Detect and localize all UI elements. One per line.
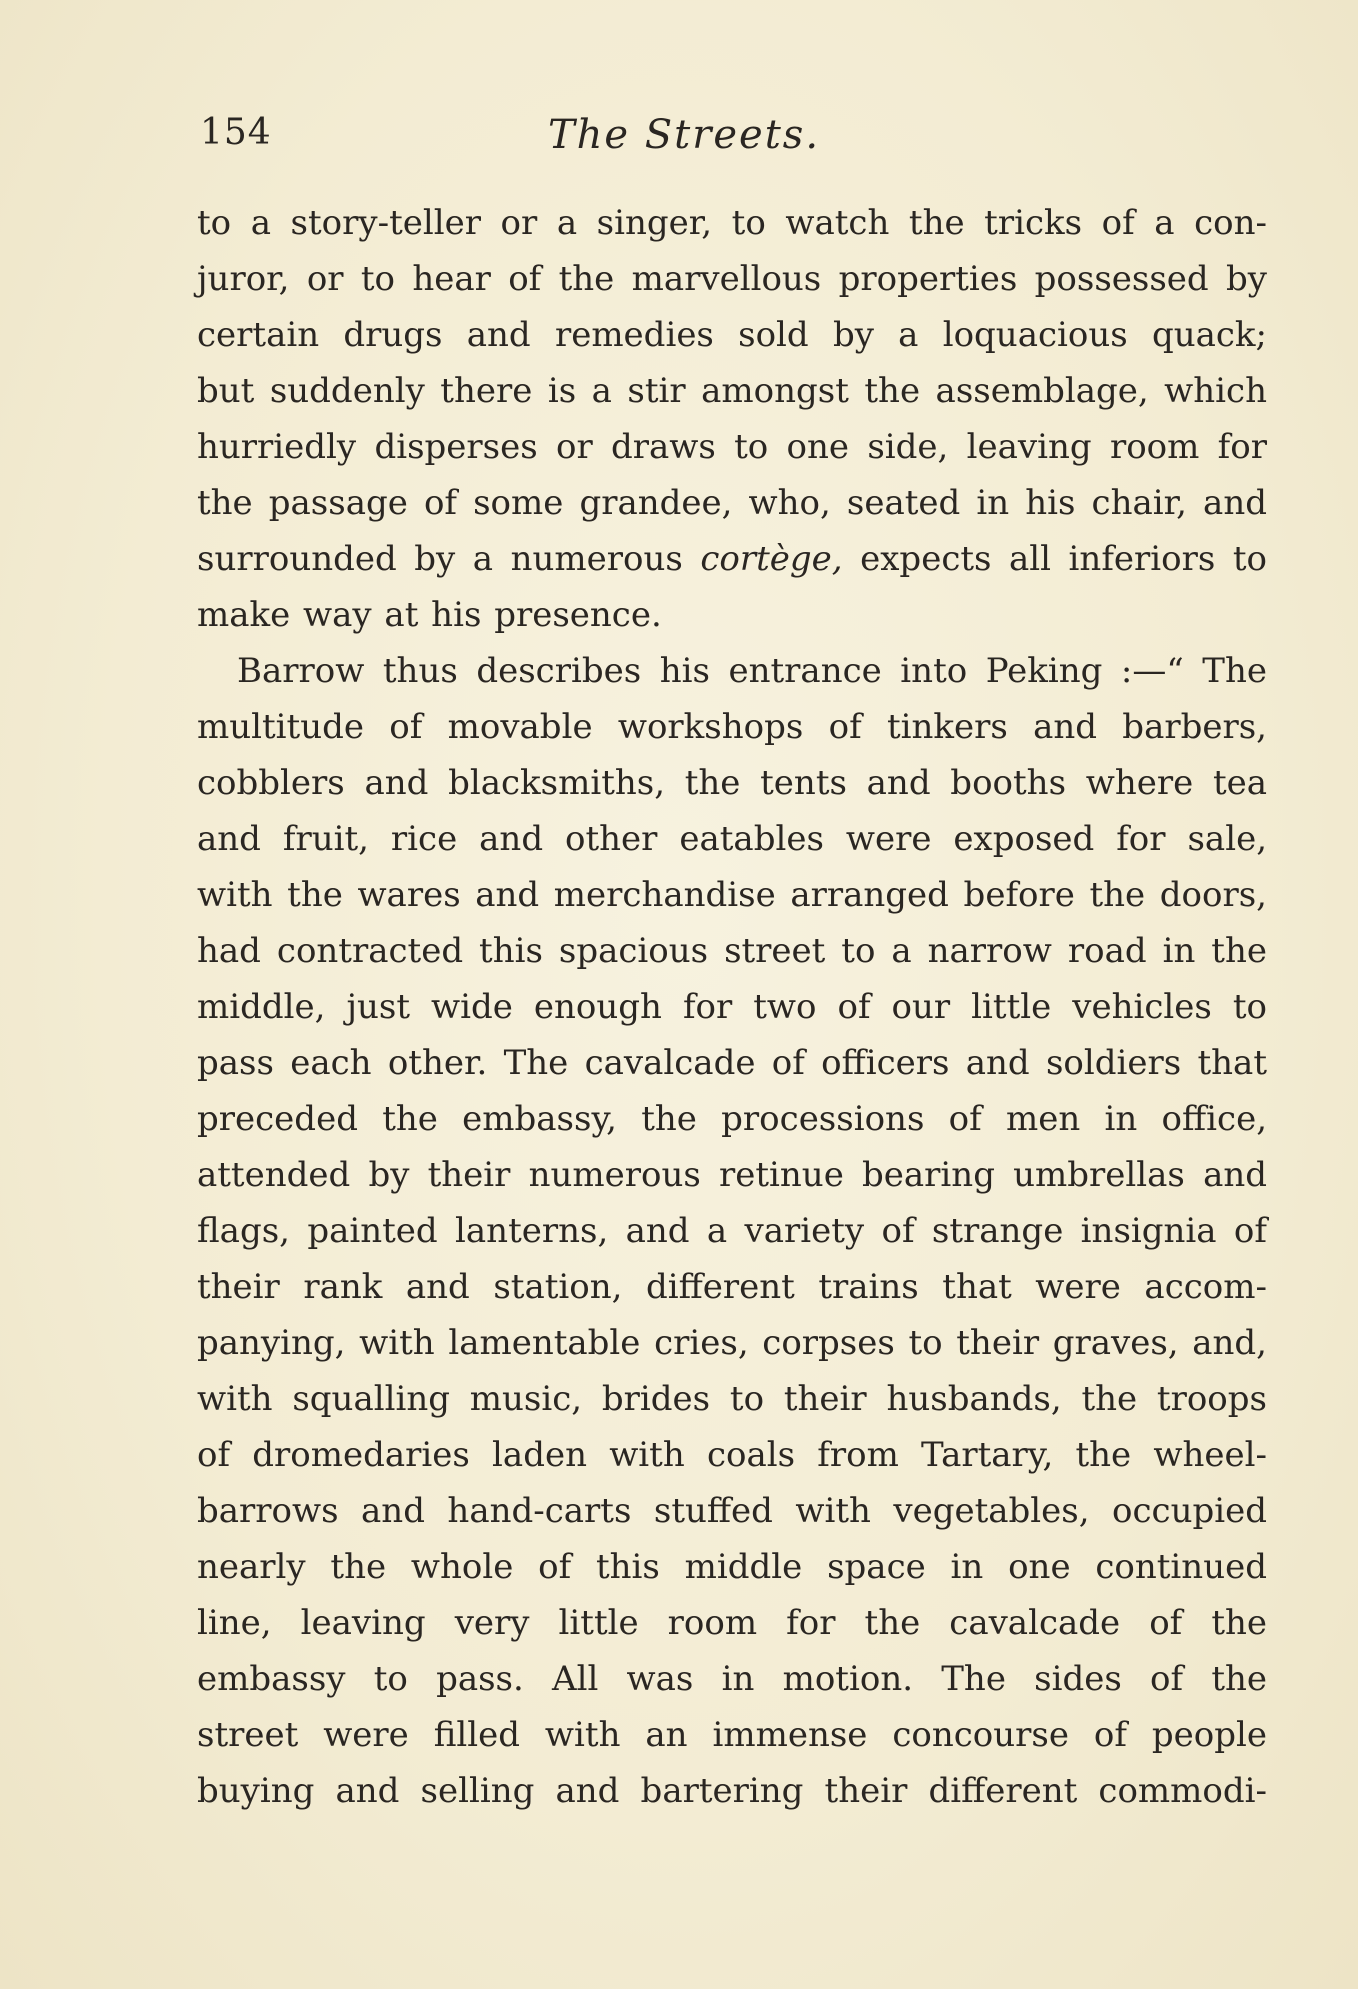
text-line: embassy to pass. All was in motion. The sides of the (197, 1659, 1267, 1699)
text-line: of dromedaries laden with coals from Tartary, the wheel- (197, 1435, 1267, 1475)
text-segment: surrounded by a numerous (197, 539, 701, 579)
text-line: and fruit, rice and other eatables were exposed for sale, (197, 819, 1267, 859)
text-line: cobblers and blacksmiths, the tents and booths where tea (197, 763, 1267, 803)
running-title: The Streets. (547, 112, 821, 158)
text-line: panying, with lamentable cries, corpses to their graves, and, (197, 1323, 1267, 1363)
text-line: their rank and station, different trains that were accom- (197, 1267, 1267, 1307)
page-header (200, 112, 1268, 172)
text-segment: expects all inferiors to (842, 539, 1267, 579)
text-line: to a story-teller or a singer, to watch the tricks of a con- (197, 203, 1267, 243)
body-text (197, 195, 1267, 1819)
text-line: barrows and hand-carts stuffed with vegetables, occupied (197, 1491, 1267, 1531)
text-line (197, 531, 1267, 587)
text-line: with the wares and merchandise arranged before the doors, (197, 875, 1267, 915)
paragraph-1 (197, 195, 1267, 643)
text-line: street were filled with an immense concourse of people (197, 1715, 1267, 1755)
text-line: nearly the whole of this middle space in one continued (197, 1547, 1267, 1587)
text-line: make way at his presence. (197, 595, 662, 635)
page-number: 154 (200, 112, 272, 153)
italic-word: cortège, (700, 539, 843, 579)
text-line: pass each other. The cavalcade of officers and soldiers that (197, 1043, 1267, 1083)
text-line: line, leaving very little room for the cavalcade of the (197, 1603, 1267, 1643)
text-line: multitude of movable workshops of tinkers and barbers, (197, 707, 1267, 747)
text-line: but suddenly there is a stir amongst the assemblage, which (197, 371, 1267, 411)
text-line: middle, just wide enough for two of our little vehicles to (197, 987, 1267, 1027)
text-line: hurriedly disperses or draws to one side, leaving room for (197, 427, 1267, 467)
text-line: Barrow thus describes his entrance into Peking :—“ The (237, 651, 1267, 691)
paragraph-2 (197, 643, 1267, 1819)
text-line: preceded the embassy, the processions of men in office, (197, 1099, 1267, 1139)
text-line: certain drugs and remedies sold by a loquacious quack; (197, 315, 1267, 355)
text-line: flags, painted lanterns, and a variety of strange insignia of (197, 1211, 1267, 1251)
text-line: the passage of some grandee, who, seated in his chair, and (197, 483, 1267, 523)
text-line: had contracted this spacious street to a narrow road in the (197, 931, 1267, 971)
text-line: attended by their numerous retinue bearing umbrellas and (197, 1155, 1267, 1195)
text-line: with squalling music, brides to their husbands, the troops (197, 1379, 1267, 1419)
text-line: juror, or to hear of the marvellous properties possessed by (197, 259, 1267, 299)
text-line: buying and selling and bartering their different commodi- (197, 1771, 1267, 1811)
